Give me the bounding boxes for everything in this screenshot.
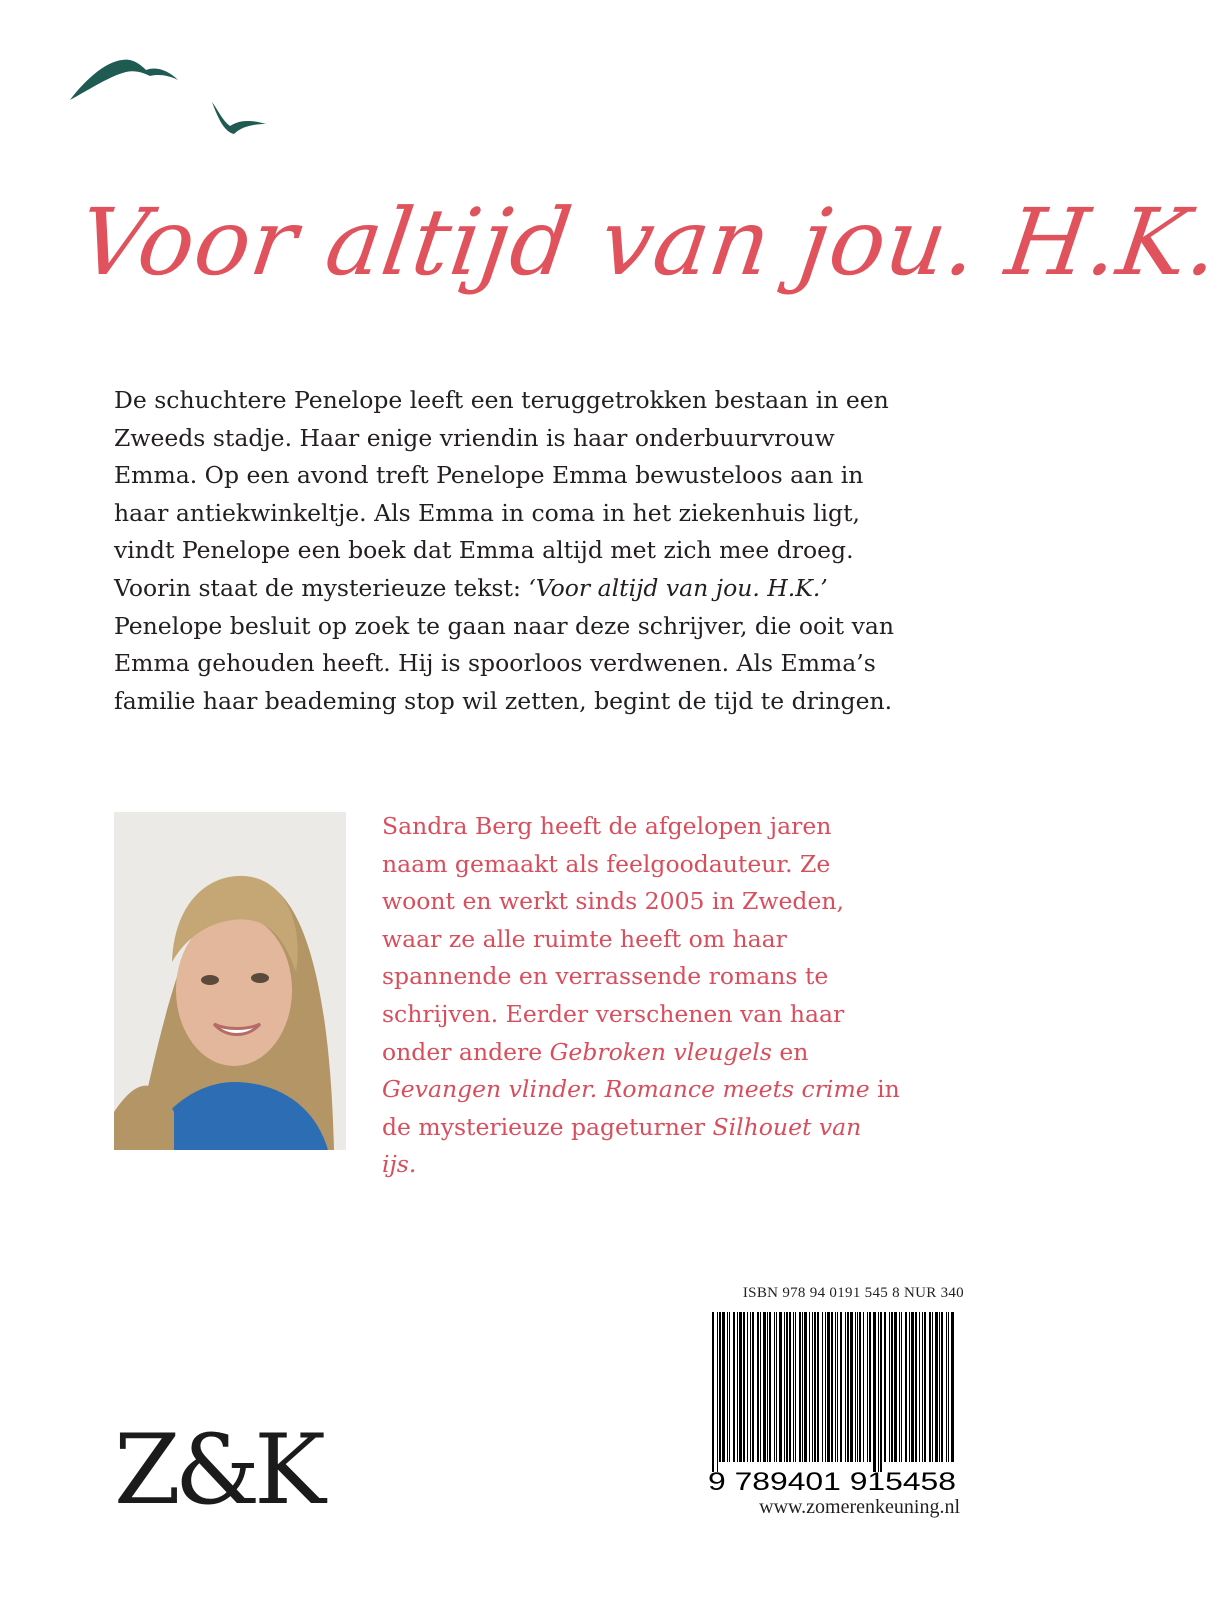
barcode-bar [822,1312,823,1462]
barcode-bar [873,1312,876,1472]
author-bio [382,808,902,1184]
birds-illustration [60,40,290,150]
barcode-bar [935,1312,938,1462]
bio-text-previous: Eerder verschenen van haar onder andere [382,999,845,1066]
barcode-bar [951,1312,954,1462]
bio-text-end: in de mysterieuze pageturner [382,1075,900,1141]
barcode-bar [789,1312,791,1462]
barcode-bar [763,1312,766,1462]
blurb-text: De schuchtere Penelope leeft een teruggetrokken bestaan in een Zweeds stadje. Haar enige vriendin is haar onderbuurvrouw Emma. Op een avond treft Penelope Emma bewusteloos aan in haar antiekwinkeltje. Als Emma in coma in het ziekenhuis ligt, vindt Penelope een boek dat Emma altijd met zich mee droeg. Voorin staat de mysterieuze tekst: [114,386,889,602]
barcode-bar [867,1312,868,1462]
book-title-2: Gevangen vlinder. [382,1075,598,1104]
barcode-bar [939,1312,940,1462]
bird-large-icon [70,60,178,100]
barcode-bar [932,1312,933,1462]
barcode-bar [827,1312,830,1462]
book-title-3: Silhouet van ijs. [382,1112,862,1179]
barcode-number: 9 789401 915458 [708,1468,956,1496]
barcode-bar [941,1312,943,1462]
barcode-bar [799,1312,801,1462]
publisher-logo: Z&K [114,1414,320,1526]
barcode-bar [719,1312,721,1462]
barcode-bar [915,1312,917,1462]
barcode-bar [835,1312,836,1462]
barcode-bar [802,1312,803,1462]
barcode-bar [817,1312,819,1462]
barcode-bar [850,1312,853,1462]
barcode-bar [884,1312,886,1462]
barcode-bar [857,1312,858,1462]
cover-title: Voor altijd van jou. H.K. [72,189,1227,296]
publisher-website: www.zomerenkeuning.nl [759,1496,960,1518]
barcode-bar [948,1312,949,1462]
bio-and: en [771,1037,809,1066]
barcode-bar [905,1312,907,1462]
barcode-bar [769,1312,771,1462]
barcode-bar [784,1312,785,1462]
barcode-bar [891,1312,893,1462]
barcode-bar [750,1312,751,1462]
barcode-bar [863,1312,864,1462]
barcode-bar [845,1312,846,1462]
barcode-bar [929,1312,931,1462]
barcode-bar [786,1312,788,1462]
author-portrait-illustration [114,812,346,1150]
barcode-bar [722,1312,725,1462]
barcode-bar [774,1312,775,1462]
barcode-bar [831,1312,833,1462]
barcode-bar [899,1312,900,1462]
barcode-bar [743,1312,745,1462]
bio-tagline: Romance meets crime [604,1075,870,1104]
barcode-bar [924,1312,926,1462]
author-photo [114,812,346,1150]
barcode [706,1308,960,1494]
barcode-bar [911,1312,914,1462]
barcode-bar [889,1312,890,1462]
barcode-bar [919,1312,920,1462]
barcode-bar [795,1312,796,1462]
barcode-bar [855,1312,856,1462]
isbn-line: ISBN 978 94 0191 545 8 NUR 340 [742,1285,964,1301]
barcode-bar [825,1312,826,1462]
barcode-bar [779,1312,782,1462]
barcode-bar [859,1312,861,1462]
barcode-bar [894,1312,897,1462]
barcode-bar [880,1312,882,1472]
barcode-bar [869,1312,871,1462]
barcode-bar [757,1312,759,1462]
bird-small-icon [212,102,266,134]
barcode-bar [840,1312,842,1462]
barcode-bar [739,1312,742,1462]
blurb-text-end: Penelope besluit op zoek te gaan naar deze schrijver, die ooit van Emma gehouden heeft. Hij is spoorloos verdwenen. Als Emma’s familie haar beademing stop wil zetten, begint de tijd te dringen. [114,611,894,715]
blurb-quote: ‘Voor altijd van jou. H.K.’ [528,573,828,602]
barcode-bar [793,1312,794,1462]
barcode-bar [922,1312,923,1462]
barcode-bar [760,1312,761,1462]
barcode-bar [812,1312,813,1462]
barcode-bar [946,1312,947,1462]
barcode-bar [729,1312,730,1462]
barcode-bar [814,1312,816,1462]
barcode-bar [809,1312,810,1462]
barcode-bar [901,1312,902,1462]
bio-text: Sandra Berg heeft de afgelopen jaren naam gemaakt als feelgoodauteur. Ze woont en werkt sinds 2005 in Zweden, waar ze alle ruimte heeft om haar spannende en verrassende romans te schrijven. [382,812,844,1028]
barcode-bar [712,1312,714,1472]
book-title-1: Gebroken vleugels [549,1037,772,1066]
barcode-bar [727,1312,728,1462]
book-blurb [114,382,894,720]
barcode-bar [733,1312,735,1462]
barcode-bar [747,1312,748,1462]
barcode-bar [776,1312,777,1462]
barcode-bar [804,1312,807,1462]
barcode-bar [909,1312,910,1462]
barcode-bar [847,1312,849,1462]
barcode-bar [737,1312,738,1462]
barcode-bar [767,1312,768,1462]
barcode-bar [878,1312,879,1472]
barcode-bar [717,1312,718,1472]
barcode-bar [837,1312,838,1462]
barcode-bar [752,1312,754,1462]
